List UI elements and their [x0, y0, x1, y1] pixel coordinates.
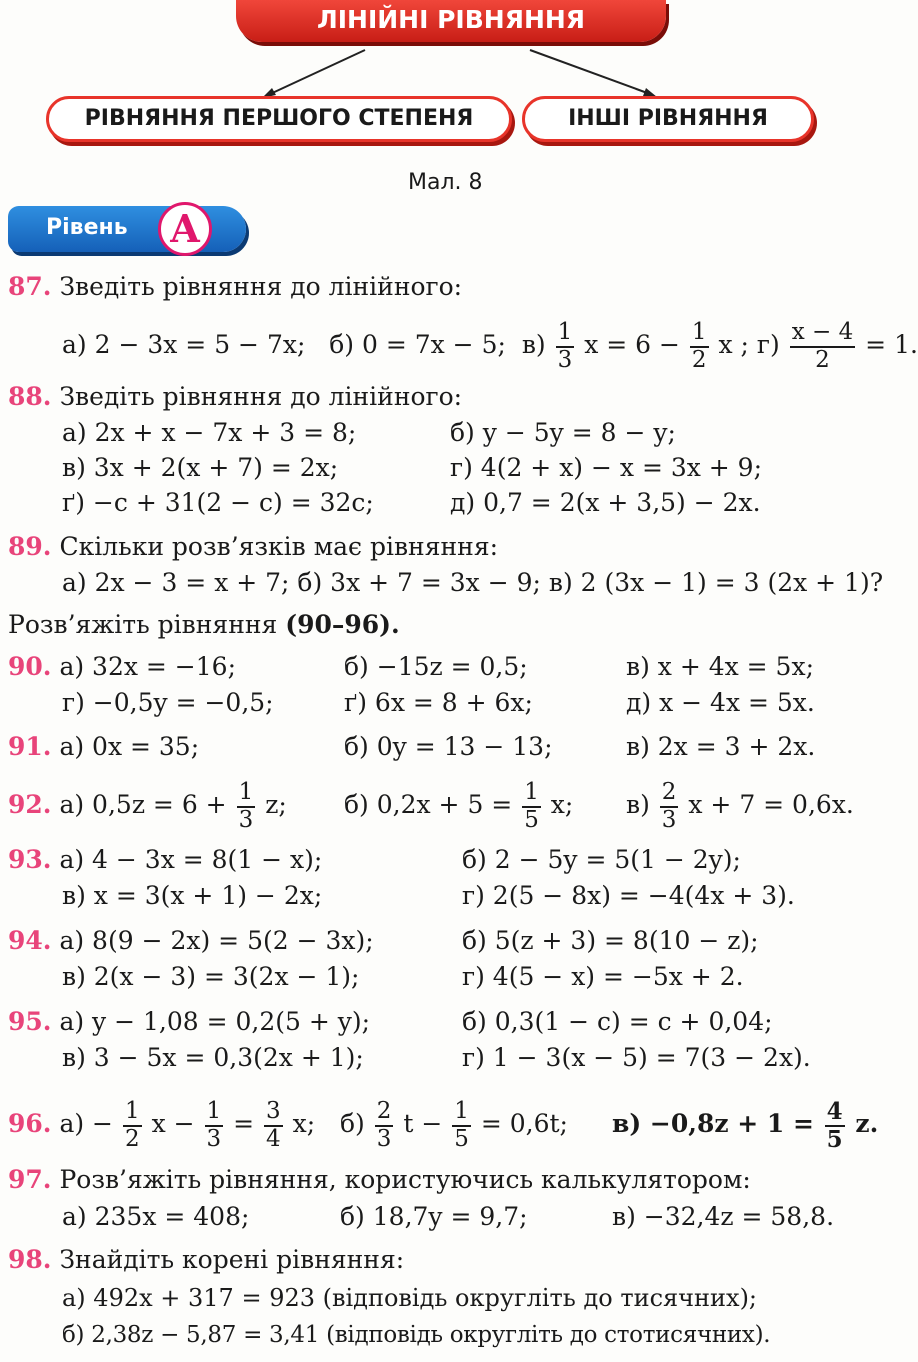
problem-92-row	[8, 776, 287, 834]
item-a: а) 8(9 − 2x) = 5(2 − 3x);	[59, 926, 374, 955]
arrow-left	[268, 50, 365, 95]
problem-text: Зведіть рівняння до лінійного:	[59, 272, 463, 301]
problem-number: 89.	[8, 532, 52, 561]
problem-number: 93.	[8, 845, 52, 874]
item-a: а) 32x = −16;	[59, 652, 236, 681]
problem-text: Знайдіть корені рівняння:	[59, 1245, 405, 1274]
level-badge	[8, 206, 246, 252]
problem-text: Зведіть рівняння до лінійного:	[59, 382, 463, 411]
diagram-arrows	[0, 0, 906, 110]
item-v: в) 3 − 5x = 0,3(2x + 1);	[62, 1043, 364, 1072]
item-g-end: = 1.	[865, 330, 918, 359]
item-v: в) 2x = 3 + 2x.	[626, 732, 816, 761]
fraction: $\frac{4}{5}$	[826, 1098, 843, 1153]
item-gg: ґ) −c + 31(2 − c) = 32c;	[62, 488, 374, 517]
diagram-node-other	[522, 96, 814, 142]
item-v-end: x + 7 = 0,6x.	[688, 790, 854, 819]
fraction: $\frac{1}{2}$	[124, 1098, 140, 1152]
level-label: Рівень	[46, 215, 128, 240]
problem-92-b	[344, 776, 573, 834]
item-a: а) 2x + x − 7x + 3 = 8;	[62, 418, 357, 447]
item-v: в) −0,8z + 1 =	[612, 1109, 814, 1138]
item-a-mid1: x −	[151, 1109, 195, 1138]
problem-number: 98.	[8, 1245, 52, 1274]
item-g: г) 4(2 + x) − x = 3x + 9;	[450, 453, 763, 482]
item-a-mid2: =	[233, 1109, 255, 1138]
item-g: г) −0,5y = −0,5;	[62, 688, 274, 717]
problem-90-row1	[8, 652, 236, 682]
figure-caption: Мал. 8	[408, 170, 483, 195]
fraction: $\frac{1}{5}$	[524, 779, 539, 833]
item-v-label: в)	[521, 330, 546, 359]
problem-96-a	[8, 1094, 315, 1154]
item-v: в) 2(x − 3) = 3(2x − 1);	[62, 962, 360, 991]
item-b-end: = 0,6t;	[480, 1109, 568, 1138]
problem-93-row1	[8, 845, 322, 875]
item-v-end: z.	[855, 1109, 879, 1138]
item-b: б) 2,38z − 5,87 = 3,41 (відповідь округліть до стотисячних).	[62, 1322, 771, 1348]
item-v-mid: x = 6 −	[584, 330, 680, 359]
diagram-node-other-text: ІНШІ РІВНЯННЯ	[568, 106, 768, 131]
item-b-mid: t −	[403, 1109, 443, 1138]
problem-number: 97.	[8, 1165, 52, 1194]
item-b: б) 0 = 7x − 5;	[329, 330, 506, 359]
problem-number: 94.	[8, 926, 52, 955]
item-gg: ґ) 6x = 8 + 6x;	[344, 688, 533, 717]
fraction: $\frac{2}{3}$	[661, 779, 677, 833]
item-a: а) 2 − 3x = 5 − 7x;	[62, 330, 306, 359]
problem-89-title	[8, 532, 498, 562]
item-a: а) −	[59, 1109, 114, 1138]
item-b-end: x;	[550, 790, 574, 819]
item-a: а) y − 1,08 = 0,2(5 + y);	[59, 1007, 371, 1036]
problem-number: 92.	[8, 790, 52, 819]
problem-87-title	[8, 272, 462, 302]
item-d: д) 0,7 = 2(x + 3,5) − 2x.	[450, 488, 761, 517]
problem-number: 91.	[8, 732, 52, 761]
item-a: а) 4 − 3x = 8(1 − x);	[59, 845, 323, 874]
item-b: б) −15z = 0,5;	[344, 652, 528, 681]
problem-number: 90.	[8, 652, 52, 681]
problem-97-title	[8, 1165, 751, 1195]
item-g: г) 1 − 3(x − 5) = 7(3 − 2x).	[462, 1043, 811, 1072]
item-b: б)	[340, 1109, 365, 1138]
item-a-end: z;	[265, 790, 287, 819]
item-g-label: г)	[756, 330, 780, 359]
problem-95-row1	[8, 1007, 370, 1037]
item-v: в) x = 3(x + 1) − 2x;	[62, 881, 323, 910]
problem-text: Розв’яжіть рівняння, користуючись калькулятором:	[59, 1165, 751, 1194]
problem-92-v	[626, 776, 854, 834]
item-g: г) 2(5 − 8x) = −4(4x + 3).	[462, 881, 795, 910]
item-b: б) 5(z + 3) = 8(10 − z);	[462, 926, 759, 955]
fraction: $\frac{x - 4}{2}$	[791, 319, 854, 373]
fraction: $\frac{1}{2}$	[691, 319, 707, 373]
problem-94-row1	[8, 926, 374, 956]
item-b: б) 0,3(1 − c) = c + 0,04;	[462, 1007, 773, 1036]
diagram-node-first-degree-text: РІВНЯННЯ ПЕРШОГО СТЕПЕНЯ	[84, 106, 474, 131]
item-d: д) x − 4x = 5x.	[626, 688, 815, 717]
fraction: $\frac{1}{5}$	[454, 1098, 469, 1152]
item-a: а) 235x = 408;	[62, 1202, 250, 1231]
level-letter: A	[158, 202, 212, 256]
problem-98-title	[8, 1245, 404, 1275]
problem-number: 87.	[8, 272, 52, 301]
problem-88-title	[8, 382, 462, 412]
item-a: а) 492x + 317 = 923 (відповідь округліть до тисячних);	[62, 1284, 758, 1312]
diagram-title-text: ЛІНІЙНІ РІВНЯННЯ	[316, 5, 586, 34]
problem-96-v	[612, 1094, 878, 1154]
instruction-range: (90–96).	[285, 610, 400, 639]
item-v: в)	[626, 790, 650, 819]
item-b: б) 18,7y = 9,7;	[340, 1202, 528, 1231]
item-a-end: x;	[292, 1109, 316, 1138]
item-b: б) y − 5y = 8 − y;	[450, 418, 676, 447]
problem-number: 95.	[8, 1007, 52, 1036]
item-b: б) 0y = 13 − 13;	[344, 732, 553, 761]
arrow-right	[530, 50, 650, 94]
item-v-end: x ;	[718, 330, 749, 359]
problem-number: 96.	[8, 1109, 52, 1138]
problem-number: 88.	[8, 382, 52, 411]
fraction: $\frac{3}{4}$	[266, 1098, 281, 1152]
instruction-text: Розв’яжіть рівняння	[8, 610, 278, 639]
problem-89-items: а) 2x − 3 = x + 7; б) 3x + 7 = 3x − 9; в) 2 (3x − 1) = 3 (2x + 1)?	[62, 568, 884, 597]
item-v: в) x + 4x = 5x;	[626, 652, 814, 681]
item-v: в) 3x + 2(x + 7) = 2x;	[62, 453, 339, 482]
item-a: а) 0,5z = 6 +	[59, 790, 227, 819]
problem-87-items	[62, 316, 918, 374]
item-a: а) 0x = 35;	[59, 732, 200, 761]
fraction: $\frac{2}{3}$	[376, 1098, 392, 1152]
problem-96-b	[340, 1094, 568, 1154]
instruction	[8, 610, 400, 640]
diagram-node-first-degree	[46, 96, 512, 142]
problem-91-row	[8, 732, 199, 762]
item-v: в) −32,4z = 58,8.	[612, 1202, 835, 1231]
item-b: б) 0,2x + 5 =	[344, 790, 513, 819]
fraction: $\frac{1}{3}$	[206, 1098, 222, 1152]
fraction: $\frac{1}{3}$	[557, 319, 573, 373]
problem-text: Скільки розв’язків має рівняння:	[59, 532, 499, 561]
item-g: г) 4(5 − x) = −5x + 2.	[462, 962, 744, 991]
item-b: б) 2 − 5y = 5(1 − 2y);	[462, 845, 741, 874]
fraction: $\frac{1}{3}$	[238, 779, 254, 833]
